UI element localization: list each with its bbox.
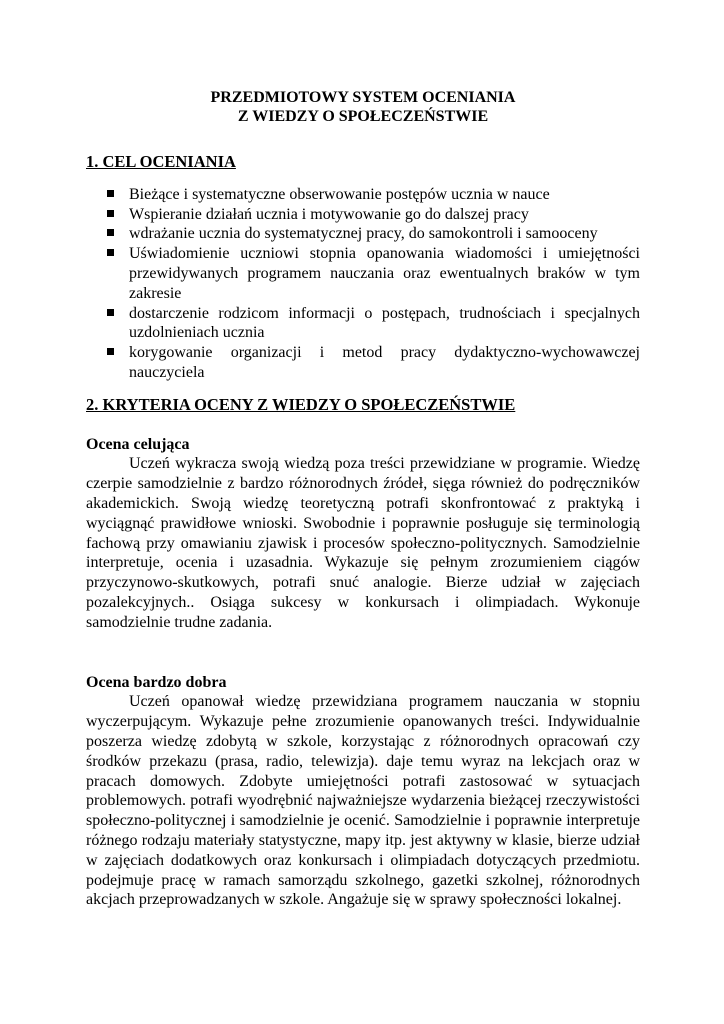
list-item-text: Wspieranie działań ucznia i motywowanie go do dalszej pracy <box>129 205 529 223</box>
goals-list <box>86 185 640 383</box>
list-item <box>129 343 640 383</box>
document-title-line-1: PRZEDMIOTOWY SYSTEM OCENIANIA <box>210 89 516 106</box>
grade-heading-celujaca: Ocena celująca <box>86 435 190 453</box>
grade-description-celujaca: Uczeń wykracza swoją wiedzą poza treści przewidziane w programie. Wiedzę czerpie samodzielnie z bardzo różnorodnych źródeł, sięga również do podręczników akademickich. Swoją wiedzę teoretyczną potrafi skonfrontować z praktyką i wyciągnąć prawidłowe wnioski. Swobodnie i poprawnie posługuje się terminologią fachową przy omawianiu zjawisk i procesów społeczno-politycznych. Samodzielnie interpretuje, ocenia i uzasadnia. Wykazuje się pełnym zrozumieniem ciągów przyczynowo-skutkowych, potrafi snuć analogie. Bierze udział w zajęciach pozalekcyjnych.. Osiąga sukcesy w konkursach i olimpiadach. Wykonuje samodzielnie trudne zadania. <box>86 455 640 631</box>
section-heading-kryteria-oceny: 2. KRYTERIA OCENY Z WIEDZY O SPOŁECZEŃSTWIE <box>86 394 516 414</box>
grade-description-bardzo-dobra: Uczeń opanował wiedzę przewidziana programem nauczania w stopniu wyczerpującym. Wykazuje pełne zrozumienie opanowanych treści. Indywidualnie poszerza wiedzę zdobytą w szkole, korzystając z różnorodnych opracowań czy środków przekazu (prasa, radio, telewizja). daje temu wyraz na lekcjach oraz w pracach domowych. Zdobyte umiejętności potrafi zastosować w sytuacjach problemowych. potrafi wyodrębnić najważniejsze wydarzenia bieżącej rzeczywistości społeczno-politycznej i samodzielnie je ocenić. Samodzielnie i poprawnie interpretuje różnego rodzaju materiały statystyczne, mapy itp. jest aktywny w klasie, bierze udział w zajęciach dodatkowych oraz konkursach i olimpiadach dotyczących przedmiotu. podejmuje pracę w ramach samorządu szkolnego, gazetki szkolnej, różnorodnych akcjach przeprowadzanych w szkole. Angażuje się w sprawy społeczności lokalnej. <box>86 693 640 909</box>
list-item <box>129 304 640 344</box>
grade-heading-bardzo-dobra: Ocena bardzo dobra <box>86 673 227 691</box>
square-bullet-icon <box>107 249 114 256</box>
document-title-line-2: Z WIEDZY O SPOŁECZEŃSTWIE <box>237 108 489 125</box>
square-bullet-icon <box>107 190 114 197</box>
list-item-text: Uświadomienie uczniowi stopnia opanowania wiadomości i umiejętności przewidywanych programem nauczania oraz ewentualnych braków w tym zakresie <box>129 245 640 302</box>
list-item-text: korygowanie organizacji i metod pracy dydaktyczno-wychowawczej nauczyciela <box>129 344 640 381</box>
list-item <box>129 224 640 244</box>
square-bullet-icon <box>107 229 114 236</box>
list-item <box>129 244 640 303</box>
square-bullet-icon <box>107 348 114 355</box>
list-item-text: wdrażanie ucznia do systematycznej pracy, do samokontroli i samooceny <box>129 225 598 243</box>
list-item-text: Bieżące i systematyczne obserwowanie postępów ucznia w nauce <box>129 185 550 203</box>
square-bullet-icon <box>107 210 114 217</box>
document-page <box>86 88 640 910</box>
list-item-text: dostarczenie rodzicom informacji o postępach, trudnościach i specjalnych uzdolnieniach ucznia <box>129 304 640 342</box>
square-bullet-icon <box>107 309 114 316</box>
section-heading-cel-oceniania: 1. CEL OCENIANIA <box>86 152 236 171</box>
list-item <box>129 205 640 225</box>
list-item <box>129 185 640 205</box>
